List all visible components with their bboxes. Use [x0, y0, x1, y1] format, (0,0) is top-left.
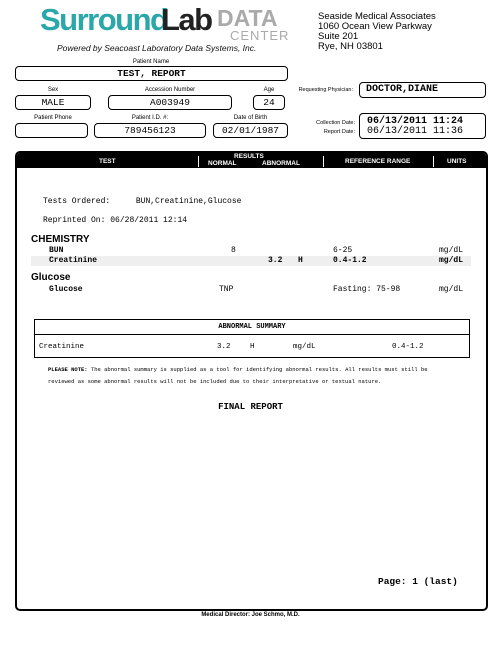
note-line1: The abnormal summary is supplied as a tool for identifying abnormal results. All results must still be — [90, 366, 428, 373]
sex-label: Sex — [47, 87, 59, 93]
dates-box — [359, 113, 486, 139]
patient-id-field: 789456123 — [94, 123, 206, 138]
section-title: CHEMISTRY — [31, 234, 90, 245]
report-date-value: 06/13/2011 11:36 — [367, 126, 464, 137]
reference-range: Fasting: 75-98 — [333, 285, 401, 294]
tests-ordered-value: BUN,Creatinine,Glucose — [135, 197, 242, 206]
reprinted-on — [43, 216, 187, 225]
sex-field: MALE — [15, 95, 91, 110]
normal-result: 8 — [231, 246, 236, 255]
header-reference-range: REFERENCE RANGE — [345, 158, 411, 165]
section-title: Glucose — [31, 272, 71, 283]
reference-range: 6-25 — [333, 246, 353, 255]
header-test: TEST — [99, 158, 116, 165]
physician-label: Requesting Physician: — [298, 87, 353, 93]
facility-street: 1060 Ocean View Parkway — [318, 21, 432, 32]
dob-label: Date of Birth — [233, 115, 268, 121]
patient-name-label: Patient Name — [132, 59, 170, 65]
patient-id-label: Patient I.D. #: — [131, 115, 169, 121]
final-report-label: FINAL REPORT — [218, 402, 283, 412]
header-results: RESULTS — [234, 153, 264, 160]
abnormal-result: 3.2 — [268, 256, 283, 265]
logo-surround-text: Surround — [40, 2, 168, 37]
facility-city: Rye, NH 03801 — [318, 41, 383, 52]
units: mg/dL — [439, 246, 464, 255]
abnormal-flag: H — [298, 256, 303, 265]
test-name: Glucose — [49, 285, 83, 294]
summary-note — [48, 364, 428, 388]
header-divider — [323, 156, 324, 167]
report-date-label: Report Date: — [323, 129, 355, 135]
summary-value: 3.2 — [217, 343, 231, 351]
tests-ordered-label: Tests Ordered: — [43, 197, 111, 206]
page-number: Page: 1 (last) — [378, 576, 458, 587]
test-name: Creatinine — [49, 256, 98, 265]
header-units: UNITS — [447, 158, 467, 165]
normal-result: TNP — [219, 285, 234, 294]
units: mg/dL — [439, 256, 464, 265]
facility-name: Seaside Medical Associates — [318, 11, 436, 22]
accession-label: Accession Number — [144, 87, 196, 93]
collection-date-value: 06/13/2011 11:24 — [367, 116, 464, 127]
phone-label: Patient Phone — [34, 115, 72, 121]
note-line2: reviewed as some abnormal results will not be included due to their interpretative or textual nature. — [48, 378, 382, 385]
reprinted-value: 06/28/2011 12:14 — [110, 216, 188, 225]
phone-field — [15, 123, 88, 138]
reprinted-label: Reprinted On: — [43, 216, 106, 225]
header-normal: NORMAL — [208, 160, 237, 167]
reference-range: 0.4-1.2 — [333, 256, 367, 265]
logo-lab-text: Lab — [161, 2, 212, 37]
test-name: BUN — [49, 246, 64, 255]
units: mg/dL — [439, 285, 464, 294]
summary-flag: H — [250, 343, 255, 351]
facility-suite: Suite 201 — [318, 31, 359, 42]
header-divider — [198, 156, 199, 167]
tests-ordered — [43, 197, 241, 206]
physician-field: DOCTOR,DIANE — [359, 82, 486, 98]
abnormal-summary-box — [34, 319, 470, 358]
age-field: 24 — [253, 95, 285, 110]
logo-center-text: CENTER — [230, 28, 290, 43]
note-label: PLEASE NOTE: — [48, 366, 88, 373]
collection-date-label: Collection Date: — [316, 120, 355, 126]
powered-by: Powered by Seacoast Laboratory Data Systems, Inc. — [57, 43, 257, 53]
logo-data-text: DATA — [217, 5, 278, 31]
facility-address — [318, 12, 436, 52]
medical-director-footer: Medical Director: Joe Schmo, M.D. — [201, 612, 300, 618]
accession-field: A003949 — [108, 95, 232, 110]
dob-field: 02/01/1987 — [213, 123, 288, 138]
summary-test: Creatinine — [39, 343, 85, 351]
results-table-header — [17, 153, 486, 168]
patient-name-field: TEST, REPORT — [15, 66, 288, 81]
summary-title: ABNORMAL SUMMARY — [218, 323, 286, 331]
summary-units: mg/dL — [293, 343, 316, 351]
header-abnormal: ABNORMAL — [262, 160, 300, 167]
summary-divider — [35, 334, 469, 335]
summary-range: 0.4-1.2 — [392, 343, 424, 351]
header-divider — [433, 156, 434, 167]
age-label: Age — [263, 87, 275, 93]
